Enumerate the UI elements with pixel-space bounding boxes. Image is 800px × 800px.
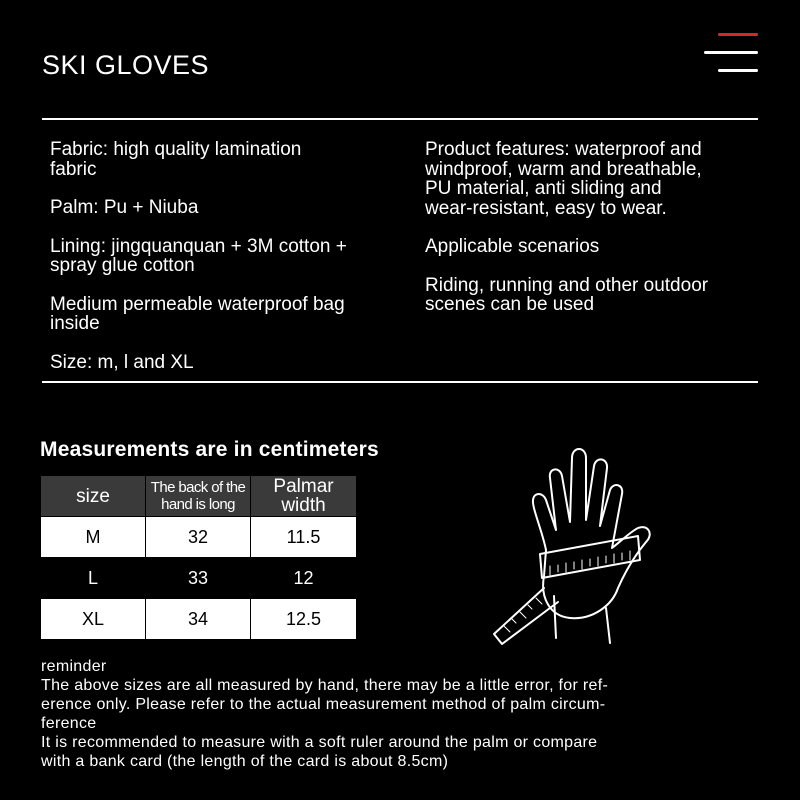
menu-accent-bar [718, 33, 758, 36]
table-header-row [41, 476, 357, 517]
spec-scenarios-heading: Applicable scenarios [425, 236, 600, 257]
menu-bar [718, 69, 758, 72]
reminder-heading: reminder [41, 658, 107, 675]
table-cell: L [41, 558, 146, 599]
size-chart-table [40, 475, 357, 640]
specs-left-column [50, 140, 410, 391]
spec-scenarios: Riding, running and other outdoor scenes can be used [425, 274, 709, 315]
reminder-text: It is recommended to measure with a soft ruler around the palm or compare with a bank card (the length of the card is about 8.5cm) [41, 734, 598, 770]
spec-fabric: Fabric: high quality lamination fabric [50, 139, 302, 180]
column-header-size: size [41, 476, 146, 517]
specs-right-column [425, 140, 765, 334]
table-row [41, 599, 357, 640]
menu-bar [704, 51, 758, 54]
divider [42, 118, 758, 120]
table-cell: M [41, 517, 146, 558]
spec-waterproof-bag: Medium permeable waterproof bag inside [50, 293, 345, 334]
divider [42, 381, 758, 383]
spec-features: Product features: waterproof and windproof, warm and breathable, PU material, anti sliding and wear-resistant, easy to wear. [425, 139, 702, 219]
spec-size: Size: m, l and XL [50, 351, 194, 373]
column-header-back-length: The back of the hand is long [146, 476, 251, 517]
table-cell: 32 [146, 517, 251, 558]
table-row [41, 558, 357, 599]
measurements-title: Measurements are in centimeters [40, 438, 379, 461]
reminder-section [41, 657, 761, 771]
column-header-palmar-width: Palmar width [251, 476, 357, 517]
table-cell: 34 [146, 599, 251, 640]
table-cell: 11.5 [251, 517, 357, 558]
table-cell: 12.5 [251, 599, 357, 640]
spec-palm: Palm: Pu + Niuba [50, 197, 199, 218]
reminder-text: The above sizes are all measured by hand, there may be a little error, for ref- erence only. Please refer to the actual measurement method of palm circum- ference [41, 677, 609, 732]
table-cell: XL [41, 599, 146, 640]
table-row [41, 517, 357, 558]
spec-lining: Lining: jingquanquan + 3M cotton + spray glue cotton [50, 235, 347, 276]
hand-measuring-tape-icon [488, 438, 708, 653]
page-title: SKI GLOVES [42, 50, 210, 80]
hamburger-menu-icon[interactable] [704, 33, 758, 73]
table-cell: 33 [146, 558, 251, 599]
table-cell: 12 [251, 558, 357, 599]
